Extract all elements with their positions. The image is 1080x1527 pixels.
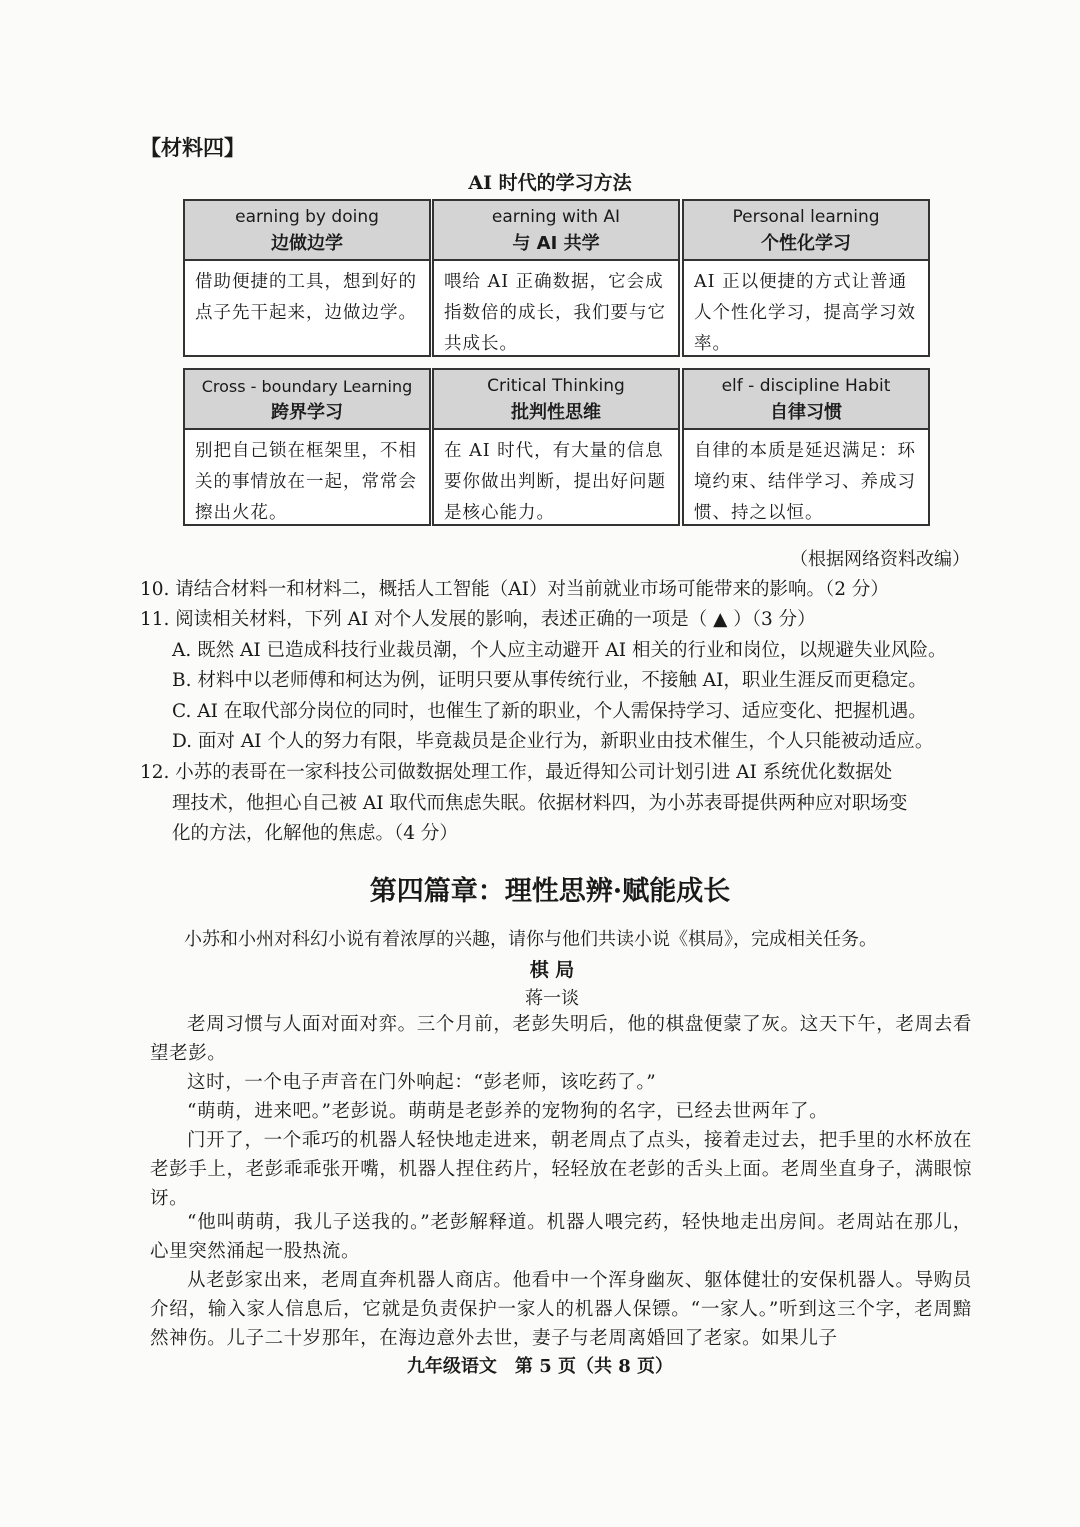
question-11: 11. 阅读相关材料，下列 AI 对个人发展的影响，表述正确的一项是（ ▲ ）（3 分） [140,609,816,630]
method-card [183,199,431,357]
method-card [183,368,431,526]
card-english-title: Personal learning [732,207,880,227]
chapter-intro: 小苏和小州对科幻小说有着浓厚的兴趣，请你与他们共读小说《棋局》，完成相关任务。 [184,929,877,950]
method-card [682,199,930,357]
card-body: 喂给 AI 正确数据，它会成指数倍的成长，我们要与它共成长。 [444,272,666,354]
question-10: 10. 请结合材料一和材料二，概括人工智能（AI）对当前就业市场可能带来的影响。（2 分） [140,579,889,600]
card-header [185,201,429,261]
card-chinese-title: 自律习惯 [770,402,842,423]
card-body: AI 正以便捷的方式让普通人个性化学习，提高学习效率。 [694,272,916,354]
story-title: 棋 局 [529,959,575,981]
card-english-title: earning with AI [491,207,621,227]
method-card [432,368,680,526]
card-body: 别把自己锁在框架里，不相关的事情放在一起，常常会擦出火花。 [195,441,417,523]
card-body: 借助便捷的工具，想到好的点子先干起来，边做边学。 [195,272,417,323]
method-card [682,368,930,526]
option-a: A. 既然 AI 已造成科技行业裁员潮，个人应主动避开 AI 相关的行业和岗位，以规避失业风险。 [172,640,947,661]
card-body: 自律的本质是延迟满足：环境约束、结伴学习、养成习惯、持之以恒。 [694,441,916,523]
card-header [684,201,928,261]
option-d: D. 面对 AI 个人的努力有限，毕竟裁员是企业行为，新职业由技术催生，个人只能被动适应。 [172,731,934,752]
page-footer: 九年级语文 第 5 页（共 8 页） [406,1356,674,1377]
card-header [185,370,429,430]
question-12: 12. 小苏的表哥在一家科技公司做数据处理工作，最近得知公司计划引进 AI 系统优化数据处 [140,762,893,783]
story-paragraph: “萌萌，进来吧。”老彭说。萌萌是老彭养的宠物狗的名字，已经去世两年了。 [187,1101,829,1122]
card-chinese-title: 个性化学习 [761,233,851,254]
card-english-title: Cross - boundary Learning [201,377,413,396]
card-chinese-title: 跨界学习 [271,402,343,423]
card-chinese-title: 批判性思维 [511,402,601,423]
question-12-line: 化的方法，化解他的焦虑。（4 分） [172,823,458,844]
option-c: C. AI 在取代部分岗位的同时，也催生了新的职业，个人需保持学习、适应变化、把握机遇。 [172,701,927,722]
card-body: 在 AI 时代，有大量的信息要你做出判断，提出好问题是核心能力。 [444,441,666,523]
story-author: 蒋一谈 [525,988,579,1009]
question-12-line: 理技术，他担心自己被 AI 取代而焦虑失眠。依据材料四，为小苏表哥提供两种应对职场变 [172,793,908,814]
figure-title: AI 时代的学习方法 [468,172,632,194]
card-header [434,370,678,430]
card-english-title: elf - discipline Habit [721,376,891,396]
card-english-title: Critical Thinking [487,376,625,396]
card-chinese-title: 与 AI 共学 [512,233,600,254]
story-paragraph: 门开了，一个乖巧的机器人轻快地走进来，朝老周点了点头，接着走过去，把手里的水杯放在老彭手上，老彭乖乖张开嘴，机器人捏住药片，轻轻放在老彭的舌头上面。老周坐直身子，满眼惊讶。 [150,1130,972,1209]
story-paragraph: 这时，一个电子声音在门外响起：“彭老师，该吃药了。” [187,1072,657,1093]
material-label: 【材料四】 [140,135,245,160]
story-paragraph: 老周习惯与人面对面对弈。三个月前，老彭失明后，他的棋盘便蒙了灰。这天下午，老周去看望老彭。 [150,1014,972,1064]
chapter-title: 第四篇章：理性思辨·赋能成长 [369,876,731,907]
card-header [434,201,678,261]
card-english-title: earning by doing [235,207,379,227]
card-header [684,370,928,430]
source-note: （根据网络资料改编） [790,549,970,570]
story-paragraph: 从老彭家出来，老周直奔机器人商店。他看中一个浑身幽灰、躯体健壮的安保机器人。导购员介绍，输入家人信息后，它就是负责保护一家人的机器人保镖。“一家人。”听到这三个字，老周黯然神伤。儿子二十岁那年，在海边意外去世，妻子与老周离婚回了老家。如果儿子 [150,1270,972,1349]
card-chinese-title: 边做边学 [271,233,343,254]
story-paragraph: “他叫萌萌，我儿子送我的。”老彭解释道。机器人喂完药，轻快地走出房间。老周站在那儿，心里突然涌起一股热流。 [150,1212,972,1262]
option-b: B. 材料中以老师傅和柯达为例，证明只要从事传统行业，不接触 AI，职业生涯反而更稳定。 [172,670,927,691]
method-card [432,199,680,357]
